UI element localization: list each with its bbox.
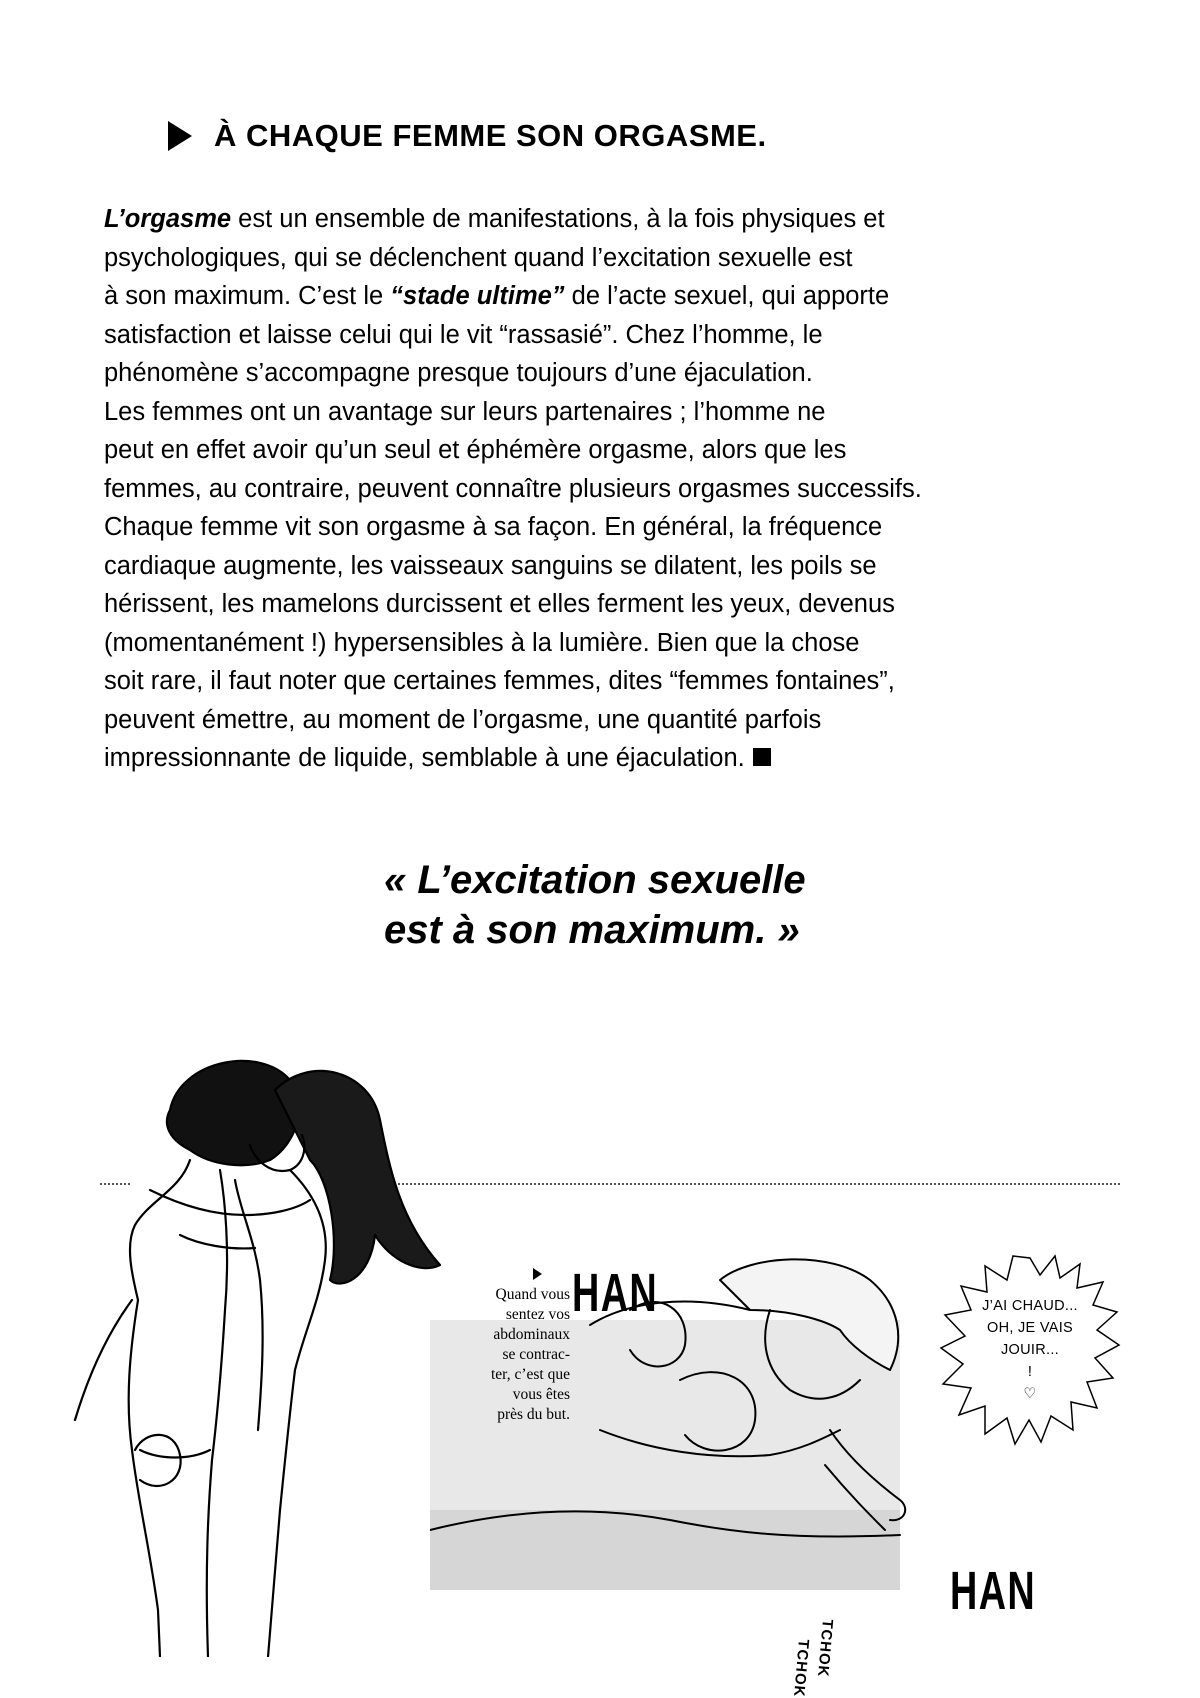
body-paragraph bbox=[104, 200, 1024, 778]
illustration-caption: Quand vous sentez vos abdominaux se contrac- ter, c’est que vous êtes près du but. bbox=[491, 1286, 570, 1423]
sfx-tchok-1: TCHOK bbox=[813, 1618, 836, 1679]
sfx-han-top: HAN bbox=[572, 1263, 659, 1323]
text-line: (momentanément !) hypersensibles à la lumière. Bien que la chose bbox=[104, 628, 860, 657]
text-line: peut en effet avoir qu’un seul et éphémère orgasme, alors que les bbox=[104, 436, 847, 464]
section-heading bbox=[168, 118, 767, 154]
text-line: à son maximum. C’est le “stade ultime” de l’acte sexuel, qui apporte bbox=[104, 282, 890, 310]
text-line: femmes, au contraire, peuvent connaître plusieurs orgasmes successifs. bbox=[104, 474, 922, 503]
pull-quote-line-1: « L’excitation sexuelle bbox=[384, 858, 806, 902]
text-line: Chaque femme vit son orgasme à sa façon. En général, la fréquence bbox=[104, 513, 883, 541]
heading-title: À CHAQUE FEMME SON ORGASME. bbox=[214, 118, 767, 153]
sfx-tchok-2: TCHOK bbox=[789, 1638, 812, 1698]
text-line: L’orgasme est un ensemble de manifestations, à la fois physiques et bbox=[104, 205, 885, 233]
heart-icon: ♡ bbox=[1023, 1386, 1037, 1402]
text-line: cardiaque augmente, les vaisseaux sanguins se dilatent, les poils se bbox=[104, 551, 877, 580]
pull-quote bbox=[384, 855, 806, 955]
speech-bubble: J’AI CHAUD... OH, JE VAIS JOUIR... ! ♡ bbox=[960, 1295, 1100, 1405]
term-orgasme: L’orgasme bbox=[104, 205, 232, 233]
play-arrow-icon bbox=[168, 121, 192, 151]
pull-quote-line-2: est à son maximum. » bbox=[384, 908, 800, 952]
text-line: phénomène s’accompagne presque toujours d’une éjaculation. bbox=[104, 359, 813, 387]
text-line: psychologiques, qui se déclenchent quand l’excitation sexuelle est bbox=[104, 243, 853, 272]
sfx-han-bottom: HAN bbox=[950, 1561, 1037, 1621]
embracing-couple-illustration bbox=[40, 1050, 460, 1657]
dotted-divider-right bbox=[370, 1183, 1120, 1185]
text-line: impressionnante de liquide, semblable à une éjaculation. bbox=[104, 739, 1024, 778]
text-line: peuvent émettre, au moment de l’orgasme, une quantité parfois bbox=[104, 705, 822, 734]
text-line: hérissent, les mamelons durcissent et elles ferment les yeux, devenus bbox=[104, 590, 895, 618]
end-square-icon bbox=[753, 748, 771, 766]
caption-arrow-icon bbox=[533, 1268, 542, 1280]
text-line: Les femmes ont un avantage sur leurs partenaires ; l’homme ne bbox=[104, 397, 826, 426]
text-line: satisfaction et laisse celui qui le vit “rassasié”. Chez l’homme, le bbox=[104, 320, 823, 349]
text-line: soit rare, il faut noter que certaines femmes, dites “femmes fontaines”, bbox=[104, 667, 895, 695]
term-stade-ultime: “stade ultime” bbox=[390, 282, 565, 310]
